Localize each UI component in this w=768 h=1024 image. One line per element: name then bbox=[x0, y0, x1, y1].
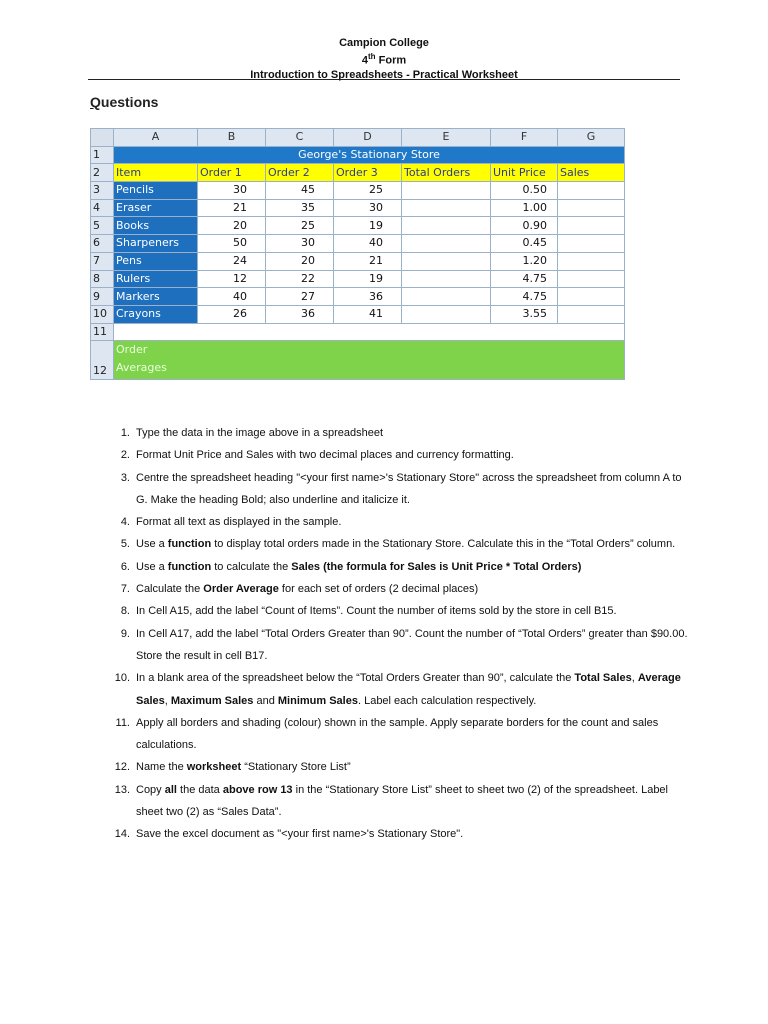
instruction-item bbox=[106, 556, 696, 578]
data-rows bbox=[91, 182, 625, 324]
instruction-item bbox=[106, 667, 696, 712]
instruction-bold-text: Total Sales bbox=[574, 672, 632, 685]
order-averages-cell bbox=[114, 341, 625, 380]
instruction-text: In a blank area of the spreadsheet below the “Total Orders Greater than 90”, calculate the bbox=[136, 672, 575, 685]
data-row bbox=[91, 235, 625, 253]
instruction-bold-text: Average Sales bbox=[136, 672, 681, 707]
worksheet-title: Introduction to Spreadsheets - Practical Worksheet bbox=[250, 68, 518, 81]
row-number: 7 bbox=[91, 252, 114, 270]
instruction-bold-text: function bbox=[167, 560, 212, 573]
order1-cell: 20 bbox=[198, 217, 266, 235]
store-title: George's Stationary Store bbox=[114, 146, 625, 164]
column-letter: A bbox=[114, 129, 198, 147]
instruction-number: 12. bbox=[114, 761, 130, 774]
unit-price-cell: 4.75 bbox=[491, 270, 558, 288]
order1-cell: 21 bbox=[198, 199, 266, 217]
data-row bbox=[91, 288, 625, 306]
blank-cell bbox=[114, 323, 625, 341]
row-number: 9 bbox=[91, 288, 114, 306]
questions-initial: Q bbox=[90, 94, 101, 110]
total-orders-cell bbox=[402, 270, 491, 288]
instruction-number: 4. bbox=[120, 516, 130, 529]
header-cell-total-orders: Total Orders bbox=[402, 164, 491, 182]
sales-cell bbox=[558, 235, 625, 253]
row-number: 6 bbox=[91, 235, 114, 253]
instruction-text: , bbox=[631, 672, 638, 685]
item-cell: Pens bbox=[114, 252, 198, 270]
header-cell-order2: Order 2 bbox=[266, 164, 334, 182]
order1-cell: 30 bbox=[198, 182, 266, 200]
instruction-text: to calculate the bbox=[211, 560, 292, 573]
sales-cell bbox=[558, 217, 625, 235]
instruction-item bbox=[106, 511, 696, 533]
questions-rest: uestions bbox=[100, 94, 159, 110]
instruction-number: 9. bbox=[120, 627, 130, 640]
order3-cell: 25 bbox=[334, 182, 402, 200]
data-row bbox=[91, 182, 625, 200]
header-cell-order3: Order 3 bbox=[334, 164, 402, 182]
averages-row bbox=[91, 341, 625, 380]
instruction-text: Use a bbox=[136, 538, 168, 551]
unit-price-cell: 1.00 bbox=[491, 199, 558, 217]
order2-cell: 30 bbox=[266, 235, 334, 253]
form-number: 4 bbox=[361, 54, 368, 67]
row-number: 8 bbox=[91, 270, 114, 288]
instruction-number: 5. bbox=[120, 538, 130, 551]
total-orders-cell bbox=[402, 288, 491, 306]
instruction-text: Calculate the bbox=[136, 583, 204, 596]
sales-cell bbox=[558, 305, 625, 323]
item-cell: Crayons bbox=[114, 305, 198, 323]
item-cell: Markers bbox=[114, 288, 198, 306]
instruction-text: Name the bbox=[136, 761, 187, 774]
total-orders-cell bbox=[402, 182, 491, 200]
instruction-item bbox=[106, 779, 696, 824]
header-rule bbox=[88, 79, 680, 80]
column-header-row bbox=[91, 129, 625, 147]
spreadsheet-image bbox=[90, 128, 625, 380]
instruction-text: Centre the spreadsheet heading "<your first name>'s Stationary Store" across the spreadsheet from column A to G. Make the heading Bold; also underline and italicize it. bbox=[136, 471, 682, 506]
unit-price-cell: 4.75 bbox=[491, 288, 558, 306]
instruction-item bbox=[106, 467, 696, 512]
item-cell: Eraser bbox=[114, 199, 198, 217]
total-orders-cell bbox=[402, 252, 491, 270]
column-letter: F bbox=[491, 129, 558, 147]
form-word: Form bbox=[378, 54, 407, 67]
instruction-item bbox=[106, 712, 696, 757]
instruction-text: . Label each calculation respectively. bbox=[357, 694, 537, 707]
order3-cell: 40 bbox=[334, 235, 402, 253]
instruction-item bbox=[106, 756, 696, 778]
select-all-corner bbox=[91, 129, 114, 147]
order3-cell: 30 bbox=[334, 199, 402, 217]
column-letter: C bbox=[266, 129, 334, 147]
item-cell: Sharpeners bbox=[114, 235, 198, 253]
instruction-bold-text: worksheet bbox=[186, 761, 242, 774]
order3-cell: 36 bbox=[334, 288, 402, 306]
order1-cell: 50 bbox=[198, 235, 266, 253]
averages-label-line2: Averages bbox=[116, 361, 167, 375]
school-name: Campion College bbox=[339, 37, 429, 49]
header-cell-sales: Sales bbox=[558, 164, 625, 182]
instruction-text: in the “Stationary Store List” sheet to sheet two (2) of the spreadsheet. Label sheet two (2) as “Sales Data”. bbox=[136, 783, 668, 819]
column-letter: G bbox=[558, 129, 625, 147]
total-orders-cell bbox=[402, 217, 491, 235]
unit-price-cell: 0.50 bbox=[491, 182, 558, 200]
instruction-bold-text: Maximum Sales bbox=[170, 694, 254, 707]
order2-cell: 35 bbox=[266, 199, 334, 217]
unit-price-cell: 0.45 bbox=[491, 235, 558, 253]
instruction-number: 7. bbox=[120, 583, 130, 596]
order2-cell: 45 bbox=[266, 182, 334, 200]
header-cell-unit-price: Unit Price bbox=[491, 164, 558, 182]
total-orders-cell bbox=[402, 305, 491, 323]
form-suffix: th bbox=[368, 52, 376, 61]
instruction-text: Copy bbox=[136, 783, 165, 796]
instruction-item bbox=[106, 623, 696, 668]
instruction-number: 6. bbox=[120, 560, 130, 573]
instruction-number: 8. bbox=[120, 605, 130, 618]
instruction-text: Format Unit Price and Sales with two decimal places and currency formatting. bbox=[136, 449, 514, 462]
sales-cell bbox=[558, 182, 625, 200]
item-cell: Books bbox=[114, 217, 198, 235]
questions-heading bbox=[90, 94, 158, 110]
instruction-bold-text: Minimum Sales bbox=[277, 694, 358, 707]
instruction-text: In Cell A15, add the label “Count of Items”. Count the number of items sold by the store in cell B15. bbox=[136, 605, 617, 618]
data-row bbox=[91, 217, 625, 235]
data-row bbox=[91, 270, 625, 288]
row-number: 12 bbox=[91, 341, 114, 380]
row-number: 11 bbox=[91, 323, 114, 341]
instruction-number: 1. bbox=[120, 427, 130, 439]
data-row bbox=[91, 305, 625, 323]
instruction-text: to display total orders made in the Stationary Store. Calculate this in the “Total Orders” column. bbox=[211, 538, 676, 551]
order1-cell: 24 bbox=[198, 252, 266, 270]
row-number: 5 bbox=[91, 217, 114, 235]
row-number: 2 bbox=[91, 164, 114, 182]
unit-price-cell: 0.90 bbox=[491, 217, 558, 235]
instruction-number: 11. bbox=[115, 716, 130, 729]
instruction-text: Format all text as displayed in the sample. bbox=[136, 516, 342, 529]
instruction-bold-text: above row 13 bbox=[222, 783, 293, 796]
instruction-item bbox=[106, 578, 696, 600]
instruction-text: Type the data in the image above in a spreadsheet bbox=[136, 427, 384, 439]
order2-cell: 20 bbox=[266, 252, 334, 270]
sales-cell bbox=[558, 252, 625, 270]
sales-cell bbox=[558, 288, 625, 306]
order3-cell: 19 bbox=[334, 270, 402, 288]
instruction-text: Save the excel document as "<your first name>'s Stationary Store". bbox=[136, 828, 464, 841]
instruction-text: “Stationary Store List” bbox=[241, 761, 351, 774]
item-cell: Pencils bbox=[114, 182, 198, 200]
total-orders-cell bbox=[402, 199, 491, 217]
form-level bbox=[0, 50, 768, 68]
order2-cell: 36 bbox=[266, 305, 334, 323]
data-row bbox=[91, 252, 625, 270]
row-number: 3 bbox=[91, 182, 114, 200]
sales-cell bbox=[558, 270, 625, 288]
instructions-list bbox=[106, 422, 696, 846]
title-row bbox=[91, 146, 625, 164]
header-cell-item: Item bbox=[114, 164, 198, 182]
row-number: 4 bbox=[91, 199, 114, 217]
instruction-number: 14. bbox=[114, 828, 130, 841]
instruction-text: Use a bbox=[136, 560, 168, 573]
instruction-item bbox=[106, 600, 696, 622]
instruction-bold-text: Order Average bbox=[203, 583, 279, 596]
instruction-item bbox=[106, 422, 696, 444]
order3-cell: 21 bbox=[334, 252, 402, 270]
instruction-text: In Cell A17, add the label “Total Orders Greater than 90”. Count the number of “Total Orders” greater than $90.00. Store the result in cell B17. bbox=[136, 627, 688, 662]
instruction-number: 10. bbox=[114, 672, 130, 685]
unit-price-cell: 3.55 bbox=[491, 305, 558, 323]
instruction-item bbox=[106, 444, 696, 466]
averages-label-line1: Order bbox=[116, 343, 148, 357]
document-header bbox=[0, 36, 768, 82]
instruction-text: and bbox=[253, 694, 278, 707]
order2-cell: 22 bbox=[266, 270, 334, 288]
order2-cell: 25 bbox=[266, 217, 334, 235]
instruction-text: the data bbox=[176, 783, 223, 796]
order1-cell: 12 bbox=[198, 270, 266, 288]
instruction-number: 2. bbox=[120, 449, 130, 462]
instruction-bold-text: function bbox=[167, 538, 212, 551]
order2-cell: 27 bbox=[266, 288, 334, 306]
row-number: 1 bbox=[91, 146, 114, 164]
order3-cell: 41 bbox=[334, 305, 402, 323]
column-letter: E bbox=[402, 129, 491, 147]
instruction-text: for each set of orders (2 decimal places) bbox=[278, 583, 479, 596]
data-row bbox=[91, 199, 625, 217]
column-letter: B bbox=[198, 129, 266, 147]
unit-price-cell: 1.20 bbox=[491, 252, 558, 270]
blank-row bbox=[91, 323, 625, 341]
instruction-number: 13. bbox=[114, 783, 130, 796]
instruction-bold-text: all bbox=[164, 783, 177, 796]
order1-cell: 40 bbox=[198, 288, 266, 306]
header-cell-order1: Order 1 bbox=[198, 164, 266, 182]
row-number: 10 bbox=[91, 305, 114, 323]
column-letter: D bbox=[334, 129, 402, 147]
total-orders-cell bbox=[402, 235, 491, 253]
sales-cell bbox=[558, 199, 625, 217]
instruction-text: Apply all borders and shading (colour) shown in the sample. Apply separate borders for the count and sales calculations. bbox=[136, 716, 659, 752]
header-row bbox=[91, 164, 625, 182]
instruction-bold-text: Sales (the formula for Sales is Unit Price * Total Orders) bbox=[291, 560, 582, 573]
instruction-item bbox=[106, 823, 696, 845]
instruction-number: 3. bbox=[120, 471, 130, 484]
item-cell: Rulers bbox=[114, 270, 198, 288]
order1-cell: 26 bbox=[198, 305, 266, 323]
instruction-item bbox=[106, 533, 696, 555]
instruction-text: , bbox=[164, 694, 171, 707]
order3-cell: 19 bbox=[334, 217, 402, 235]
